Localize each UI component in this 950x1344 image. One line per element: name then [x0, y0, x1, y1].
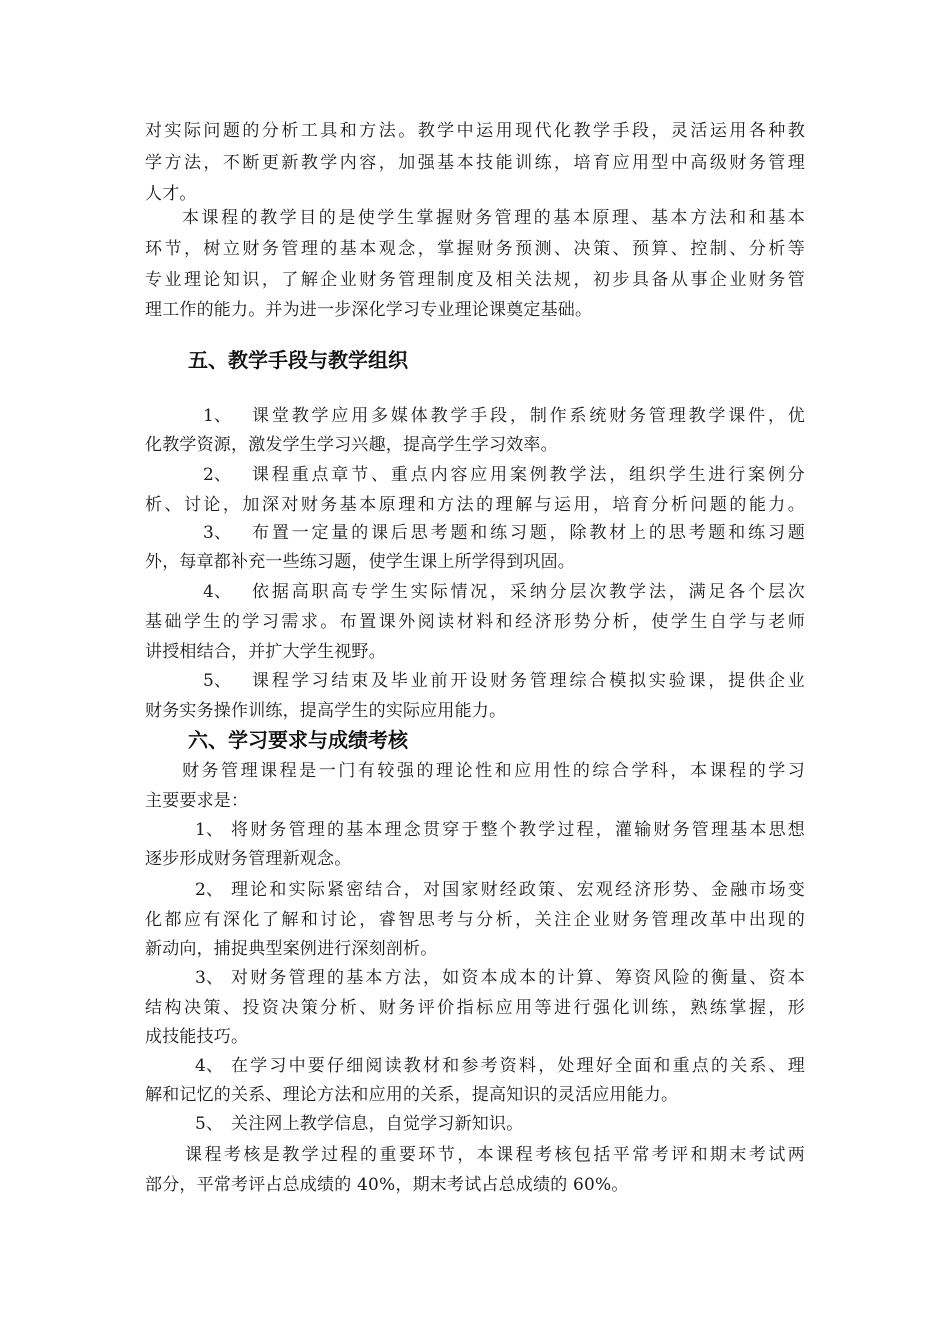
text-line: 课堂教学应用多媒体教学手段，制作系统财务管理教学课件，优 — [252, 406, 805, 426]
text-line: 专业理论知识，了解企业财务管理制度及相关法规，初步具备从事企业财务管 — [145, 270, 805, 290]
text-line: 成技能技巧。 — [145, 1027, 249, 1047]
text-line: 人才。 — [145, 184, 197, 204]
list-number: 5、 — [195, 1114, 224, 1134]
list-number: 4、 — [203, 582, 232, 602]
list-number: 5、 — [203, 671, 232, 691]
text-line: 将财务管理的基本理念贯穿于整个教学过程，灌输财务管理基本思想 — [231, 820, 805, 840]
text-line: 本课程的教学目的是使学生掌握财务管理的基本原理、基本方法和和基本 — [182, 208, 805, 228]
text-line: 在学习中要仔细阅读教材和参考资料，处理好全面和重点的关系、理 — [231, 1056, 805, 1076]
text-line: 逐步形成财务管理新观念。 — [145, 849, 352, 869]
text-line: 理工作的能力。并为进一步深化学习专业理论课奠定基础。 — [145, 300, 593, 320]
list-number: 3、 — [203, 523, 232, 543]
text-line: 化都应有深化了解和讨论，睿智思考与分析，关注企业财务管理改革中出现的 — [145, 910, 805, 930]
text-line: 关注网上教学信息，自觉学习新知识。 — [231, 1114, 524, 1134]
section-heading: 五、教学手段与教学组织 — [188, 348, 408, 372]
list-number: 3、 — [195, 968, 224, 988]
text-line: 部分，平常考评占总成绩的 40%，期末考试占总成绩的 60%。 — [145, 1175, 629, 1195]
text-line: 环节，树立财务管理的基本观念，掌握财务预测、决策、预算、控制、分析等 — [145, 239, 805, 259]
list-number: 2、 — [203, 465, 232, 485]
list-number: 4、 — [195, 1056, 224, 1076]
text-line: 对实际问题的分析工具和方法。教学中运用现代化教学手段，灵活运用各种教 — [145, 121, 805, 141]
text-line: 讲授相结合，并扩大学生视野。 — [145, 642, 386, 662]
list-number: 2、 — [195, 880, 224, 900]
text-line: 对财务管理的基本方法，如资本成本的计算、筹资风险的衡量、资本 — [231, 968, 805, 988]
list-number: 1、 — [203, 406, 232, 426]
text-line: 析、讨论，加深对财务基本原理和方法的理解与运用，培育分析问题的能力。 — [145, 495, 805, 515]
text-line: 基础学生的学习需求。布置课外阅读材料和经济形势分析，使学生自学与老师 — [145, 612, 805, 632]
text-line: 财务管理课程是一门有较强的理论性和应用性的综合学科，本课程的学习 — [182, 761, 805, 781]
text-line: 布置一定量的课后思考题和练习题，除教材上的思考题和练习题 — [252, 523, 805, 543]
text-line: 新动向，捕捉典型案例进行深刻剖析。 — [145, 939, 438, 959]
text-line: 解和记忆的关系、理论方法和应用的关系，提高知识的灵活应用能力。 — [145, 1085, 679, 1105]
text-line: 课程重点章节、重点内容应用案例教学法，组织学生进行案例分 — [252, 465, 805, 485]
text-line: 外，每章都补充一些练习题，使学生课上所学得到巩固。 — [145, 552, 575, 572]
text-line: 学方法，不断更新教学内容，加强基本技能训练，培育应用型中高级财务管理 — [145, 153, 805, 173]
text-line: 结构决策、投资决策分析、财务评价指标应用等进行强化训练，熟练掌握，形 — [145, 998, 805, 1018]
text-line: 依据高职高专学生实际情况，采纳分层次教学法，满足各个层次 — [252, 582, 805, 602]
text-line: 财务实务操作训练，提高学生的实际应用能力。 — [145, 701, 507, 721]
list-number: 1、 — [195, 820, 224, 840]
text-line: 课程考核是教学过程的重要环节，本课程考核包括平常考评和期末考试两 — [185, 1145, 805, 1165]
text-line: 主要要求是： — [145, 791, 249, 811]
section-heading: 六、学习要求与成绩考核 — [188, 728, 408, 752]
text-line: 理论和实际紧密结合，对国家财经政策、宏观经济形势、金融市场变 — [231, 880, 805, 900]
text-line: 化教学资源，激发学生学习兴趣，提高学生学习效率。 — [145, 435, 558, 455]
text-line: 课程学习结束及毕业前开设财务管理综合模拟实验课，提供企业 — [252, 671, 805, 691]
